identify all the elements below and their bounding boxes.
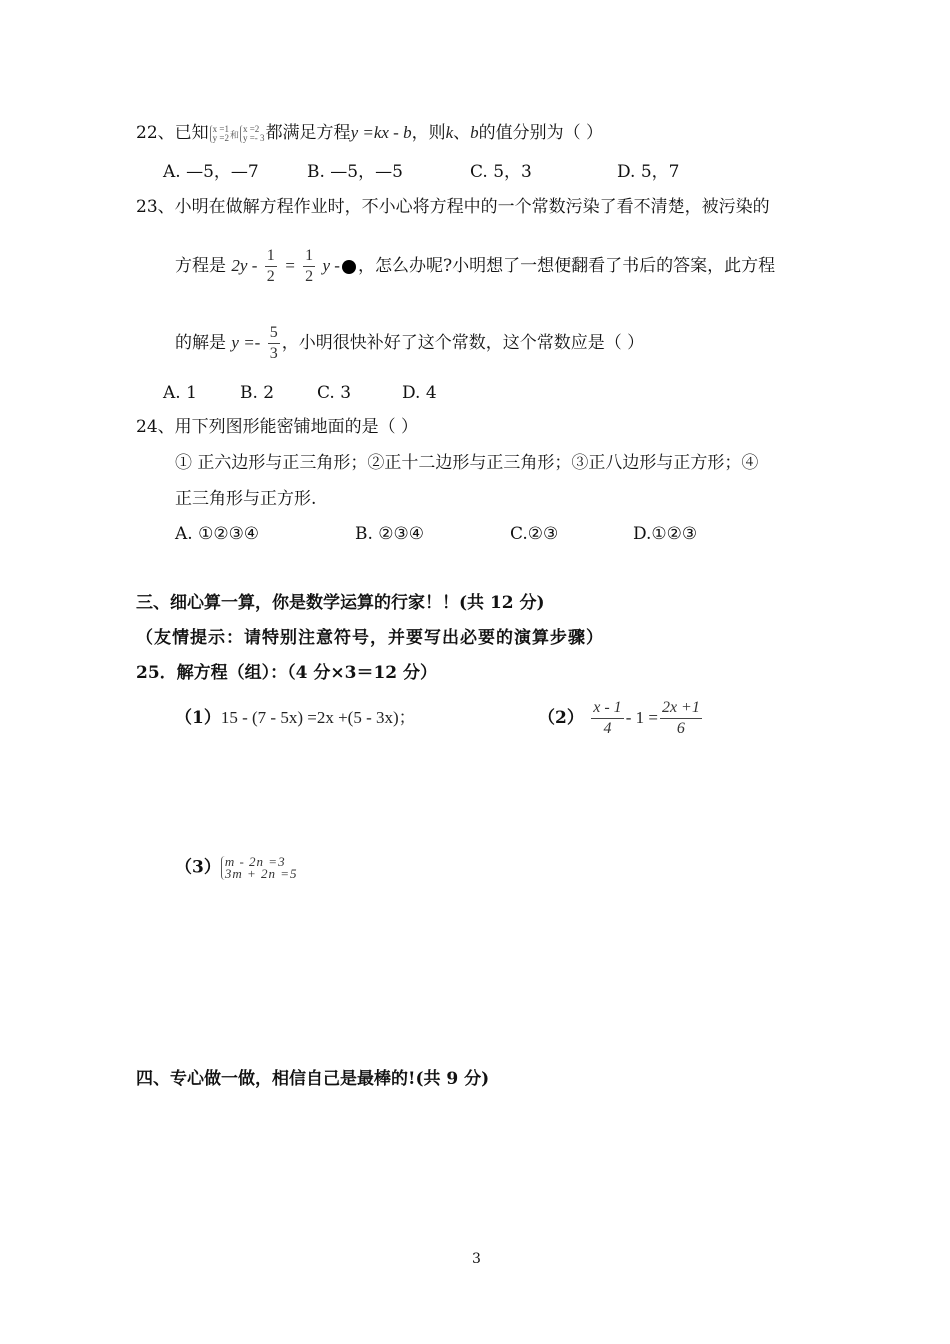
q22-system-2-line1: x =2 xyxy=(242,123,260,134)
q23-frac-2-den: 2 xyxy=(305,268,314,285)
q23-frac-2 xyxy=(303,246,315,287)
q23-line2 xyxy=(175,246,775,287)
q23-option-d: D. 4 xyxy=(402,383,437,403)
section-4-title: 四、专心做一做，相信自己是最棒的!(共 9 分) xyxy=(136,1069,490,1089)
q25-part-2-frac-2-den: 6 xyxy=(676,720,685,737)
q23-frac-3-den: 3 xyxy=(269,345,278,362)
q22-option-c: C. 5，3 xyxy=(470,162,532,182)
q22-and: 和 xyxy=(229,131,239,141)
q23-frac-1-num: 1 xyxy=(265,246,277,267)
q22-option-a: A. —5，—7 xyxy=(163,162,259,182)
q25-part-3 xyxy=(175,856,298,880)
q23-eq-lhs: 2y - xyxy=(231,256,258,275)
q25-part-1-equation: 15 - (7 - 5x) =2x +(5 - 3x)； xyxy=(220,708,416,727)
q25-part-2-frac-1 xyxy=(591,698,623,739)
q24-line2: ① 正六边形与正三角形；②正十二边形与正三角形；③正八边形与正方形；④ xyxy=(175,453,759,473)
q25-part-1 xyxy=(175,707,416,729)
q22-sep: 、 xyxy=(453,123,471,143)
q25-part-3-system xyxy=(221,856,298,880)
q23-option-c: C. 3 xyxy=(317,383,352,403)
q23-line2-prefix: 方程是 xyxy=(175,256,226,276)
q25-part-1-label: （1） xyxy=(175,708,221,728)
q22-stem xyxy=(136,122,603,147)
q23-line3-prefix: 的解是 xyxy=(175,333,226,353)
q23-line1: 23、小明在做解方程作业时，不小心将方程中的一个常数污染了看不清楚，被污染的 xyxy=(136,197,770,217)
q22-equation: y =kx - b xyxy=(350,123,412,142)
q22-k: k xyxy=(445,123,454,142)
q22-option-d: D. 5，7 xyxy=(617,162,680,182)
q23-frac-2-num: 1 xyxy=(303,246,315,267)
q25-part-2-frac-2-num: 2x +1 xyxy=(660,698,702,719)
q24-option-a: A. ①②③④ xyxy=(175,524,260,544)
q23-frac-3-num: 5 xyxy=(268,323,280,344)
q22-b: b xyxy=(470,123,479,142)
q22-end: 的值分别为（ ） xyxy=(478,123,604,143)
q25-part-2-frac-2 xyxy=(660,698,702,739)
q22-prefix: 22、已知 xyxy=(136,123,209,143)
q24-stem: 24、用下列图形能密铺地面的是（ ） xyxy=(136,417,419,437)
q24-option-d: D.①②③ xyxy=(633,524,698,544)
q25-stem: 25．解方程（组）：（4 分×3＝12 分） xyxy=(136,663,438,683)
q25-part-3-label: （3） xyxy=(175,857,221,878)
q23-solution-lhs: y =- xyxy=(231,333,261,352)
q24-option-b: B. ②③④ xyxy=(355,524,425,544)
q22-system-1-line1: x =1 xyxy=(212,123,229,134)
q22-system-1-line2: y =2 xyxy=(212,132,229,143)
section-3-hint: （友情提示：请特别注意符号，并要写出必要的演算步骤） xyxy=(136,628,604,648)
q23-option-b: B. 2 xyxy=(240,383,275,403)
q23-line3 xyxy=(175,323,644,364)
q23-line2-suffix: ，怎么办呢?小明想了一想便翻看了书后的答案，此方程 xyxy=(357,256,776,276)
ink-blot-icon xyxy=(342,260,356,274)
q23-line3-suffix: ，小明很快补好了这个常数，这个常数应是（ ） xyxy=(281,333,645,353)
q25-part-2-frac-1-den: 4 xyxy=(603,720,612,737)
q22-then: ，则 xyxy=(411,123,446,143)
section-3-title: 三、细心算一算，你是数学运算的行家！！(共 12 分) xyxy=(136,593,545,613)
q22-mid: 都满足方程 xyxy=(265,123,351,143)
q24-line3: 正三角形与正方形. xyxy=(175,489,317,509)
q25-part-3-line2: 3m + 2n =5 xyxy=(224,866,298,881)
q23-option-a: A. 1 xyxy=(163,383,197,403)
q25-part-2-frac-1-num: x - 1 xyxy=(591,698,623,719)
q22-option-b: B. —5，—5 xyxy=(307,162,403,182)
q25-part-2-label: （2） xyxy=(538,708,584,728)
q22-system-1 xyxy=(210,125,229,143)
q23-eq-sign: = xyxy=(284,256,296,275)
page-number: 3 xyxy=(472,1251,481,1267)
q24-option-c: C.②③ xyxy=(510,524,559,544)
q23-eq-rhs: y - xyxy=(322,256,340,275)
q25-part-2 xyxy=(538,698,704,739)
q23-frac-1 xyxy=(265,246,277,287)
q23-frac-1-den: 2 xyxy=(266,268,275,285)
q23-frac-3 xyxy=(268,323,280,364)
q25-part-3-line1: m - 2n =3 xyxy=(224,854,286,869)
q25-part-2-mid: - 1 = xyxy=(625,708,658,727)
q22-system-2-line2: y =- 3 xyxy=(242,132,265,143)
q22-system-2 xyxy=(240,125,265,143)
